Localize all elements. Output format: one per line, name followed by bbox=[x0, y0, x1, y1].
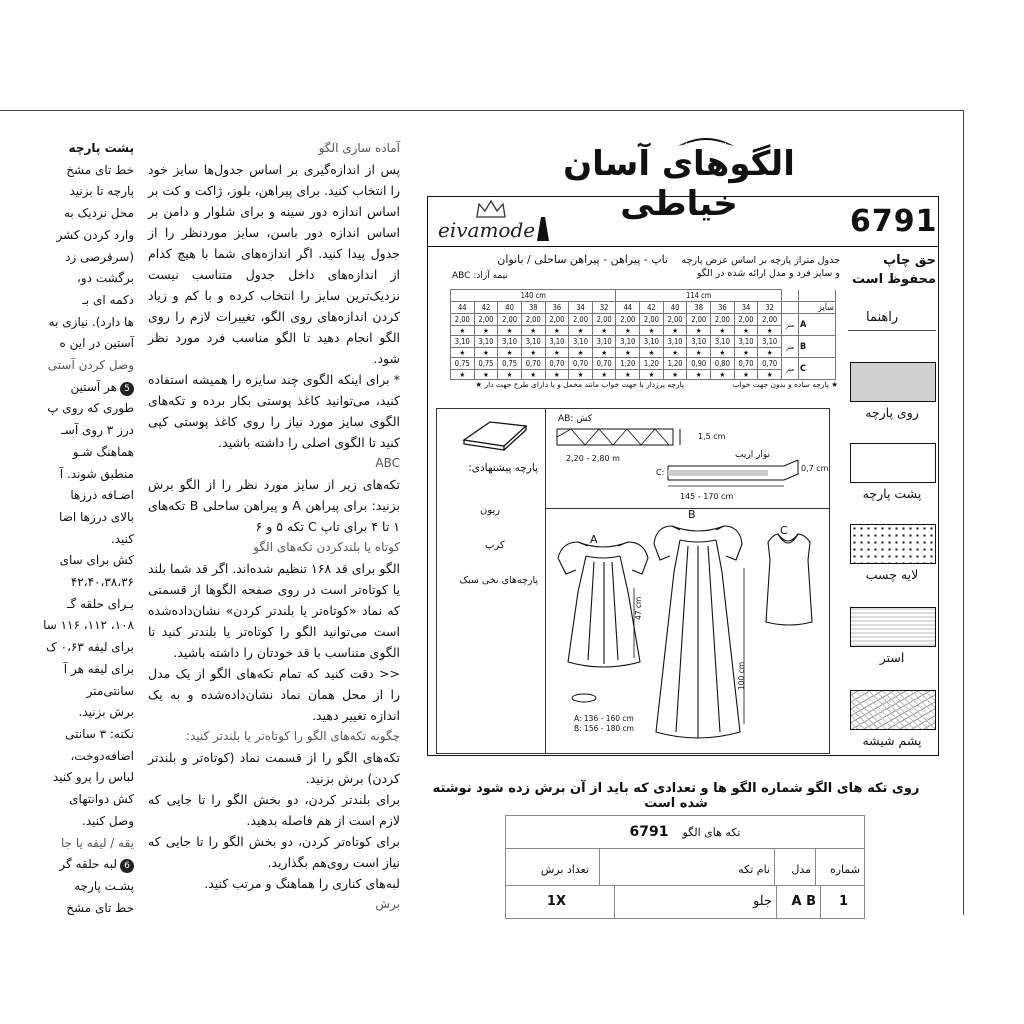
top-divider bbox=[0, 110, 964, 111]
star-cell: ★ bbox=[569, 326, 593, 336]
size-garments: تاپ - پیراهن - پیراهن ساحلی / بانوان bbox=[497, 253, 668, 266]
text-line-content: کنید. bbox=[110, 531, 134, 546]
table-row bbox=[451, 290, 836, 302]
paragraph: تکه‌های زیر از سایز مورد نظر را از الگو برش بزنید: برای پیراهن A و پیراهن ساحلی B تکه‌های ۱ تا ۴ برای تاپ C تکه ۵ و ۶ bbox=[148, 477, 400, 534]
star-cell: ★ bbox=[616, 348, 640, 358]
bias-length: 145 - 170 cm bbox=[680, 492, 734, 501]
star-cell: ★ bbox=[616, 370, 640, 380]
size-header: 40 bbox=[663, 302, 687, 314]
text-line bbox=[63, 203, 134, 225]
hem-a: A: 136 - 160 cm bbox=[574, 714, 634, 723]
dress-icon bbox=[536, 215, 550, 243]
text-line-content: خط تای مشخ bbox=[66, 900, 134, 915]
star-cell: ★ bbox=[545, 348, 569, 358]
value-cell: 1,20 bbox=[663, 358, 687, 370]
size-header: 44 bbox=[451, 302, 475, 314]
star-cell: ★ bbox=[521, 370, 545, 380]
value-cell: 1,20 bbox=[616, 358, 640, 370]
section-heading: چگونه تکه‌های الگو را کوتاه‌تر یا بلندتر کنید: bbox=[185, 729, 400, 743]
text-line bbox=[59, 507, 134, 529]
right-margin-line bbox=[963, 110, 964, 915]
star-cell: ★ bbox=[734, 326, 758, 336]
size-header: 42 bbox=[474, 302, 498, 314]
text-line bbox=[72, 377, 134, 399]
fabric-item-2: کرپ bbox=[485, 540, 505, 551]
text-line bbox=[72, 876, 134, 898]
value-cell: 3,10 bbox=[474, 336, 498, 348]
size-header: 38 bbox=[521, 302, 545, 314]
text-line bbox=[46, 637, 134, 659]
star-cell: ★ bbox=[711, 348, 735, 358]
star-cell: ★ bbox=[711, 326, 735, 336]
table-row bbox=[451, 358, 836, 370]
pieces-caption: روی تکه های الگو شماره الگو ها و تعدادی که باید از آن برش زده شود نوشته شده است bbox=[432, 781, 920, 811]
text-line bbox=[43, 615, 134, 637]
text-line-content: منطبق شوند. آ bbox=[59, 466, 134, 481]
value-cell: 3,10 bbox=[663, 336, 687, 348]
table-row bbox=[505, 886, 865, 919]
size-header: 32 bbox=[592, 302, 616, 314]
value-cell: 0,70 bbox=[592, 358, 616, 370]
text-line-content: طوری که روی پ bbox=[47, 401, 134, 416]
text-line bbox=[72, 572, 134, 594]
star-cell: ★ bbox=[545, 326, 569, 336]
swatch-face bbox=[850, 362, 936, 402]
swatch-back bbox=[850, 443, 936, 483]
star-cell: ★ bbox=[474, 326, 498, 336]
size-header: 42 bbox=[640, 302, 664, 314]
text-line-content: بالای درزها اضا bbox=[59, 509, 134, 524]
fabric-size-table bbox=[450, 289, 836, 380]
instructions-column bbox=[148, 138, 400, 928]
unit-spacer bbox=[782, 290, 799, 302]
text-line-content: هر آستین bbox=[70, 379, 117, 394]
text-line-content: خط تای مشخ bbox=[66, 162, 134, 177]
model-b-label: B bbox=[688, 508, 696, 521]
text-line-content: ۴۲،۴۰،۳۸،۳۶ bbox=[70, 575, 134, 590]
text-line bbox=[72, 442, 134, 464]
star-cell: ★ bbox=[663, 348, 687, 358]
value-cell: 2,00 bbox=[711, 314, 735, 326]
table-note-left: پارچه پرزدار یا جهت خواب مانند مخمل و یا دارای طرح جهت دار ★ bbox=[475, 380, 684, 389]
table-row bbox=[451, 314, 836, 326]
star-cell: ★ bbox=[758, 326, 782, 336]
table-row bbox=[451, 326, 836, 336]
star-cell: ★ bbox=[592, 348, 616, 358]
pieces-header-count: تعداد برش bbox=[540, 863, 589, 876]
value-cell: 3,10 bbox=[687, 336, 711, 348]
size-header: 40 bbox=[498, 302, 522, 314]
text-line bbox=[72, 746, 134, 768]
paragraph: برای کوتاه‌تر کردن، دو بخش الگو را تا جایی که نیاز است روی‌هم بگذارید. bbox=[148, 834, 400, 870]
piece-name: جلو bbox=[614, 886, 776, 918]
text-line-content: اضافه‌دوخت، bbox=[70, 748, 134, 763]
pieces-header-no: شماره bbox=[815, 849, 864, 885]
size-header: 34 bbox=[569, 302, 593, 314]
pattern-number: 6791 bbox=[850, 204, 938, 239]
text-line bbox=[65, 724, 134, 746]
guide-item-face: روی پارچه bbox=[865, 405, 919, 420]
star-cell: ★ bbox=[521, 348, 545, 358]
text-line bbox=[59, 464, 134, 486]
swatch-interfacing bbox=[850, 524, 936, 564]
value-cell: 3,10 bbox=[498, 336, 522, 348]
text-line bbox=[72, 485, 134, 507]
star-cell: ★ bbox=[640, 370, 664, 380]
text-line-content: ۱۰۸، ۱۱۲، ۱۱۶ سا bbox=[43, 618, 134, 633]
text-line-content: لبه حلقه گر bbox=[59, 857, 117, 872]
star-cell: ★ bbox=[498, 348, 522, 358]
fabric-item-1: ریون bbox=[480, 505, 501, 516]
size-header: 38 bbox=[687, 302, 711, 314]
elastic-label: کش :AB bbox=[558, 414, 592, 424]
text-line-content: (سرقرصی زد bbox=[65, 249, 134, 264]
star-cell: ★ bbox=[687, 326, 711, 336]
text-line-content: کش برای سای bbox=[59, 553, 134, 568]
text-line bbox=[66, 160, 134, 182]
text-line-content: نکته: ۳ سانتی bbox=[65, 726, 134, 741]
unit-cell: متر bbox=[782, 314, 799, 336]
elastic-diagram bbox=[556, 425, 686, 451]
text-line bbox=[48, 312, 134, 334]
paragraph: * برای اینکه الگوی چند سایزه را همیشه استفاده کنید، می‌توانید کاغذ پوستی بکار برده و تکه‌های الگوی سایز مورد نیاز را روی کاغذ پوستی کپی کنید تا الگوی اصلی را داشته باشید. bbox=[148, 372, 400, 450]
pieces-header-name: نام تکه bbox=[599, 849, 774, 885]
step-number: 6 bbox=[120, 859, 134, 873]
text-line bbox=[72, 268, 134, 290]
paragraph: برای بلندتر کردن، دو بخش الگو را تا جایی که لازم است از هم فاصله بدهید. bbox=[148, 792, 400, 828]
text-line bbox=[69, 181, 134, 203]
step-number: 5 bbox=[120, 382, 134, 396]
value-cell: 2,00 bbox=[498, 314, 522, 326]
value-cell: 2,00 bbox=[569, 314, 593, 326]
text-line bbox=[59, 854, 134, 876]
value-cell: 0,70 bbox=[521, 358, 545, 370]
text-line bbox=[63, 659, 134, 681]
guide-item-wadding: پشم شیشه bbox=[862, 733, 922, 748]
guide-title: راهنما bbox=[866, 310, 899, 325]
brand-ornament bbox=[676, 134, 736, 152]
size-desc-2: و سایز فرد و مدل ارائه شده در الگو bbox=[696, 268, 840, 279]
piece-model: A B bbox=[776, 886, 820, 918]
pattern-box-header-line bbox=[427, 246, 939, 247]
table-note-right: ★ پارچه ساده و بدون جهت خواب bbox=[732, 380, 838, 389]
value-cell: 0,70 bbox=[545, 358, 569, 370]
star-cell: ★ bbox=[451, 370, 475, 380]
value-cell: 2,00 bbox=[687, 314, 711, 326]
star-cell: ★ bbox=[687, 370, 711, 380]
text-line bbox=[67, 594, 134, 616]
star-cell: ★ bbox=[592, 370, 616, 380]
text-line-content: پشت پارچه bbox=[68, 141, 134, 155]
value-cell: 3,10 bbox=[569, 336, 593, 348]
model-c-label: C bbox=[780, 524, 788, 537]
value-cell: 0,90 bbox=[687, 358, 711, 370]
text-line-content: آستین در این ه bbox=[59, 336, 134, 351]
value-cell: 2,00 bbox=[640, 314, 664, 326]
unit-cell: متر bbox=[782, 358, 799, 380]
text-line-content: پشـت پارچه bbox=[74, 878, 134, 893]
value-cell: 0,75 bbox=[498, 358, 522, 370]
star-cell: ★ bbox=[663, 370, 687, 380]
star-cell: ★ bbox=[474, 370, 498, 380]
star-cell: ★ bbox=[451, 326, 475, 336]
size-header: 36 bbox=[711, 302, 735, 314]
text-line-content: درز ۳ روی آسـ bbox=[61, 423, 134, 438]
text-line-content: وصل کردن آستی bbox=[47, 358, 134, 373]
value-cell: 2,00 bbox=[474, 314, 498, 326]
text-line bbox=[69, 789, 134, 811]
star-cell: ★ bbox=[451, 348, 475, 358]
brand-title: الگوهای آسان خیاطی bbox=[563, 144, 795, 224]
folded-fabric-icon bbox=[460, 418, 530, 452]
star-cell: ★ bbox=[734, 348, 758, 358]
value-cell: 2,00 bbox=[545, 314, 569, 326]
bias-width: 0,7 cm bbox=[801, 464, 829, 473]
text-line-content: برای لیفه ۰،۶۳ ک bbox=[46, 640, 134, 655]
star-cell: ★ bbox=[758, 348, 782, 358]
value-cell: 2,00 bbox=[451, 314, 475, 326]
pieces-title: تکه های الگو bbox=[682, 825, 741, 839]
elastic-length: 2,20 - 2,80 m bbox=[566, 454, 620, 463]
value-cell: 3,10 bbox=[521, 336, 545, 348]
section-heading bbox=[47, 355, 134, 377]
text-line bbox=[72, 681, 134, 703]
table-row bbox=[451, 370, 836, 380]
value-cell: 2,00 bbox=[663, 314, 687, 326]
section-heading: ABC bbox=[375, 456, 400, 470]
table-row bbox=[451, 348, 836, 358]
star-cell: ★ bbox=[498, 370, 522, 380]
guide-divider bbox=[848, 330, 936, 331]
value-cell: 3,10 bbox=[711, 336, 735, 348]
value-cell: 0,75 bbox=[474, 358, 498, 370]
fabric-item-3: پارچه‌های نخی سبک bbox=[459, 575, 538, 586]
text-line bbox=[59, 333, 134, 355]
text-line-content: برای لیفه هر آ bbox=[63, 661, 134, 676]
size-header: 34 bbox=[734, 302, 758, 314]
star-cell: ★ bbox=[758, 370, 782, 380]
text-line bbox=[52, 767, 134, 789]
text-line-content: سانتی‌متر bbox=[86, 683, 134, 698]
paragraph: لبه‌های کناری را هماهنگ و مرتب کنید. bbox=[204, 876, 400, 891]
swatch-lining bbox=[850, 607, 936, 647]
star-cell: ★ bbox=[640, 326, 664, 336]
text-line bbox=[65, 247, 134, 269]
text-line bbox=[59, 550, 134, 572]
star-cell: ★ bbox=[569, 370, 593, 380]
value-cell: 2,00 bbox=[734, 314, 758, 326]
size-header: 44 bbox=[616, 302, 640, 314]
section-heading: آماده سازی الگو bbox=[318, 141, 400, 155]
text-line-content: بـرای حلقه گـ bbox=[67, 596, 134, 611]
text-line-content: وصل کنید. bbox=[82, 813, 134, 828]
elastic-width: 1,5 cm bbox=[698, 432, 726, 441]
model-spacer bbox=[799, 290, 836, 302]
value-cell: 1,20 bbox=[640, 358, 664, 370]
crown-icon bbox=[474, 198, 508, 220]
copyright-1: حق چاپ bbox=[883, 253, 936, 268]
star-cell: ★ bbox=[498, 326, 522, 336]
text-line bbox=[72, 811, 134, 833]
text-line bbox=[72, 702, 134, 724]
text-line-content: دکمه ای بـ bbox=[82, 292, 134, 307]
model-cell: A bbox=[799, 314, 836, 336]
star-cell: ★ bbox=[616, 326, 640, 336]
length-b: 100 cm bbox=[737, 661, 746, 690]
text-line-content: هماهنگ شـو bbox=[72, 444, 134, 459]
bias-label: نوار اریب bbox=[735, 450, 771, 460]
left-text-column bbox=[43, 138, 134, 928]
value-cell: 3,10 bbox=[592, 336, 616, 348]
value-cell: 0,70 bbox=[569, 358, 593, 370]
text-line-content: یقه / لیفه یا جا bbox=[61, 835, 134, 850]
paragraph: تکه‌های الگو را از قسمت نماد (کوتاه‌تر و بلندتر کردن) برش بزنید. bbox=[148, 750, 400, 786]
star-cell: ★ bbox=[521, 326, 545, 336]
value-cell: 2,00 bbox=[758, 314, 782, 326]
model-cell: B bbox=[799, 336, 836, 358]
model-cell: C bbox=[799, 358, 836, 380]
value-cell: 3,10 bbox=[451, 336, 475, 348]
pieces-header-model: مدل bbox=[774, 849, 815, 885]
star-cell: ★ bbox=[545, 370, 569, 380]
value-cell: 2,00 bbox=[592, 314, 616, 326]
brand-logo: eivamode bbox=[438, 218, 536, 242]
section-heading: کوتاه یا بلندکردن تکه‌های الگو bbox=[253, 540, 400, 554]
piece-no: 1 bbox=[820, 886, 864, 918]
pieces-pattern-no: 6791 bbox=[629, 824, 669, 840]
size-half: نیمه آزاد: ABC bbox=[452, 271, 508, 281]
figure-divider-v bbox=[545, 408, 546, 754]
width-114-header: 114 cm bbox=[616, 290, 782, 302]
unit-cell: متر bbox=[782, 336, 799, 358]
bias-tape-diagram bbox=[666, 456, 806, 490]
paragraph: پس از اندازه‌گیری بر اساس جدول‌ها سایز خود را انتخاب کنید. برای پیراهن، بلوز، ژاکت و کت بر اساس اندازه دور سینه و برای شلوار و دامن بر اساس اندازه دور باسن، سایز موردنظر را از جدول پیدا کنید. اگر اندازه‌های شما با هیچ کدام از اندازه‌های داخل جدول متناسب نیست نزدیک‌ترین سایز را انتخاب کرده و با کم و زیاد کردن اندازه‌های روی الگو، تغییرات لازم را روی الگو انجام دهید تا الگو مناسب فرد مورد نظر شود. bbox=[148, 162, 400, 366]
suggested-fabric-title: پارچه پیشنهادی: bbox=[468, 462, 538, 474]
width-140-header: 140 cm bbox=[451, 290, 616, 302]
text-line bbox=[61, 420, 134, 442]
value-cell: 3,10 bbox=[545, 336, 569, 348]
section-heading bbox=[61, 833, 134, 855]
text-line-content: برگشت دو، bbox=[77, 271, 134, 286]
size-header: 32 bbox=[758, 302, 782, 314]
size-header: 36 bbox=[545, 302, 569, 314]
value-cell: 3,10 bbox=[640, 336, 664, 348]
text-line-content: وارد کردن کشر bbox=[56, 227, 134, 242]
text-line-content: محل نزدیک به bbox=[63, 206, 134, 221]
star-cell: ★ bbox=[734, 370, 758, 380]
star-cell: ★ bbox=[592, 326, 616, 336]
text-line bbox=[72, 290, 134, 312]
value-cell: 0,70 bbox=[758, 358, 782, 370]
table-row bbox=[451, 302, 836, 314]
size-desc-1: جدول متراژ پارچه بر اساس عرض پارچه bbox=[681, 255, 840, 266]
swatch-wadding bbox=[850, 690, 936, 730]
paragraph: << دقت کنید که تمام تکه‌های الگو از یک مدل را از محل همان نماد نشان‌داده‌شده و به یک اندازه تغییر دهید. bbox=[148, 666, 400, 723]
guide-item-back: پشت پارچه bbox=[862, 486, 922, 501]
value-cell: 3,10 bbox=[616, 336, 640, 348]
unit-spacer bbox=[782, 302, 799, 314]
model-a-label: A bbox=[590, 533, 598, 546]
section-heading: برش bbox=[375, 897, 400, 911]
pieces-table bbox=[505, 815, 865, 919]
text-line bbox=[47, 398, 134, 420]
star-cell: ★ bbox=[474, 348, 498, 358]
star-cell: ★ bbox=[711, 370, 735, 380]
hem-b: B: 156 - 180 cm bbox=[574, 724, 634, 733]
star-cell: ★ bbox=[640, 348, 664, 358]
value-cell: 3,10 bbox=[734, 336, 758, 348]
text-line-content: کش دوانتهای bbox=[69, 792, 134, 807]
star-cell: ★ bbox=[663, 326, 687, 336]
copyright-2: محفوظ است bbox=[852, 272, 936, 287]
value-cell: 0,80 bbox=[711, 358, 735, 370]
text-line bbox=[56, 225, 134, 247]
text-line-content: ها دارد). نیازی به bbox=[48, 314, 134, 329]
paragraph: الگو برای قد ۱۶۸ تنظیم شده‌اند. اگر قد شما بلند یا کوتاه‌تر است در روی صفحه الگوها از قسمتی که نماد «کوتاه‌تر یا بلندتر کردن» نشان‌داده‌شده است می‌توانید الگو را کوتاه‌تر یا بلندتر کنید تا الگوی متناسب با قد خودتان را داشته باشید. bbox=[148, 561, 400, 660]
value-cell: 2,00 bbox=[616, 314, 640, 326]
star-cell: ★ bbox=[687, 348, 711, 358]
text-line bbox=[68, 138, 134, 160]
size-label: سایز bbox=[799, 302, 836, 314]
text-line-content: لباس را پرو کنید bbox=[52, 770, 134, 785]
length-a: 47 cm bbox=[634, 596, 643, 620]
table-row bbox=[451, 336, 836, 348]
guide-item-interfacing: لایه چسب bbox=[865, 567, 919, 582]
text-line-content: پارچه تا بزنید bbox=[69, 184, 134, 199]
bias-model: C: bbox=[656, 468, 665, 477]
star-cell: ★ bbox=[569, 348, 593, 358]
text-line-content: برش بزنید. bbox=[78, 705, 134, 720]
value-cell: 0,75 bbox=[451, 358, 475, 370]
value-cell: 3,10 bbox=[758, 336, 782, 348]
text-line-content: اضـافه درزها bbox=[70, 488, 134, 503]
text-line bbox=[66, 898, 134, 920]
piece-count: 1X bbox=[546, 894, 566, 909]
text-line bbox=[72, 529, 134, 551]
value-cell: 2,00 bbox=[521, 314, 545, 326]
value-cell: 0,70 bbox=[734, 358, 758, 370]
guide-item-lining: استر bbox=[879, 650, 905, 665]
